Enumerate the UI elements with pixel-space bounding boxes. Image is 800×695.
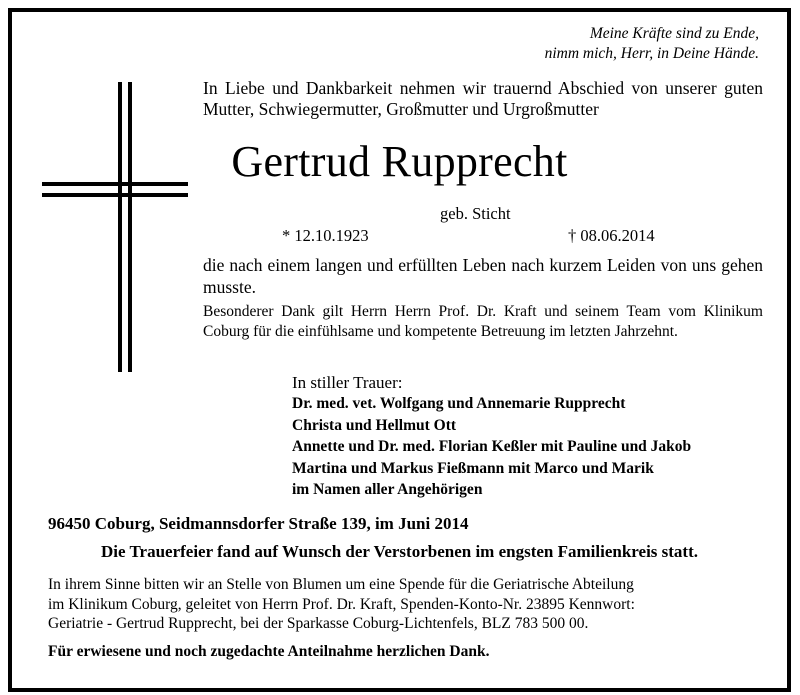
mourner-line: Martina und Markus Fießmann mit Marco und Marik: [292, 459, 654, 477]
mourner-line: Christa und Hellmut Ott: [292, 416, 457, 434]
motto-line-2: nimm mich, Herr, in Deine Hände.: [544, 45, 759, 62]
motto: [545, 24, 759, 64]
birth-date: * 12.10.1923: [282, 226, 369, 245]
motto-line-1: Meine Kräfte sind zu Ende,: [589, 25, 759, 42]
mourner-line: Dr. med. vet. Wolfgang und Annemarie Rupprecht: [292, 395, 626, 412]
obituary-card: [8, 8, 791, 692]
mourner-line: Annette und Dr. med. Florian Keßler mit Pauline und Jakob: [292, 438, 692, 455]
special-thanks: Besonderer Dank gilt Herrn Herrn Prof. Dr. Kraft und seinem Team vom Klinikum Coburg für die einfühlsame und kompetente Betreuung im letzten Jahrzehnt.: [203, 303, 763, 340]
death-date: † 08.06.2014: [568, 226, 655, 245]
mourning-label: In stiller Trauer:: [292, 373, 403, 392]
donation-note: [48, 575, 768, 634]
donation-line: Geriatrie - Gertrud Rupprecht, bei der Sparkasse Coburg-Lichtenfels, BLZ 783 500 00.: [48, 615, 589, 632]
address-line: 96450 Coburg, Seidmannsdorfer Straße 139, im Juni 2014: [48, 514, 469, 533]
final-thanks: Für erwiesene und noch zugedachte Anteilnahme herzlichen Dank.: [48, 643, 490, 660]
cross-icon: [42, 82, 188, 372]
deceased-name: Gertrud Rupprecht: [231, 137, 568, 186]
mourners-list: [292, 393, 691, 501]
donation-line: In ihrem Sinne bitten wir an Stelle von Blumen um eine Spende für die Geriatrische Abteilung: [48, 576, 634, 593]
mourner-line: im Namen aller Angehörigen: [292, 481, 483, 498]
funeral-note: Die Trauerfeier fand auf Wunsch der Verstorbenen im engsten Familienkreis statt.: [100, 542, 699, 561]
birth-name: geb. Sticht: [440, 204, 511, 223]
donation-line: im Klinikum Coburg, geleitet von Herrn Prof. Dr. Kraft, Spenden-Konto-Nr. 23895 Kennwort:: [48, 595, 635, 613]
intro-text: In Liebe und Dankbarkeit nehmen wir trauernd Abschied von unserer guten Mutter, Schwiegermutter, Großmutter und Urgroßmutter: [203, 78, 763, 119]
passing-text: die nach einem langen und erfüllten Leben nach kurzem Leiden von uns gehen musste.: [203, 255, 763, 297]
